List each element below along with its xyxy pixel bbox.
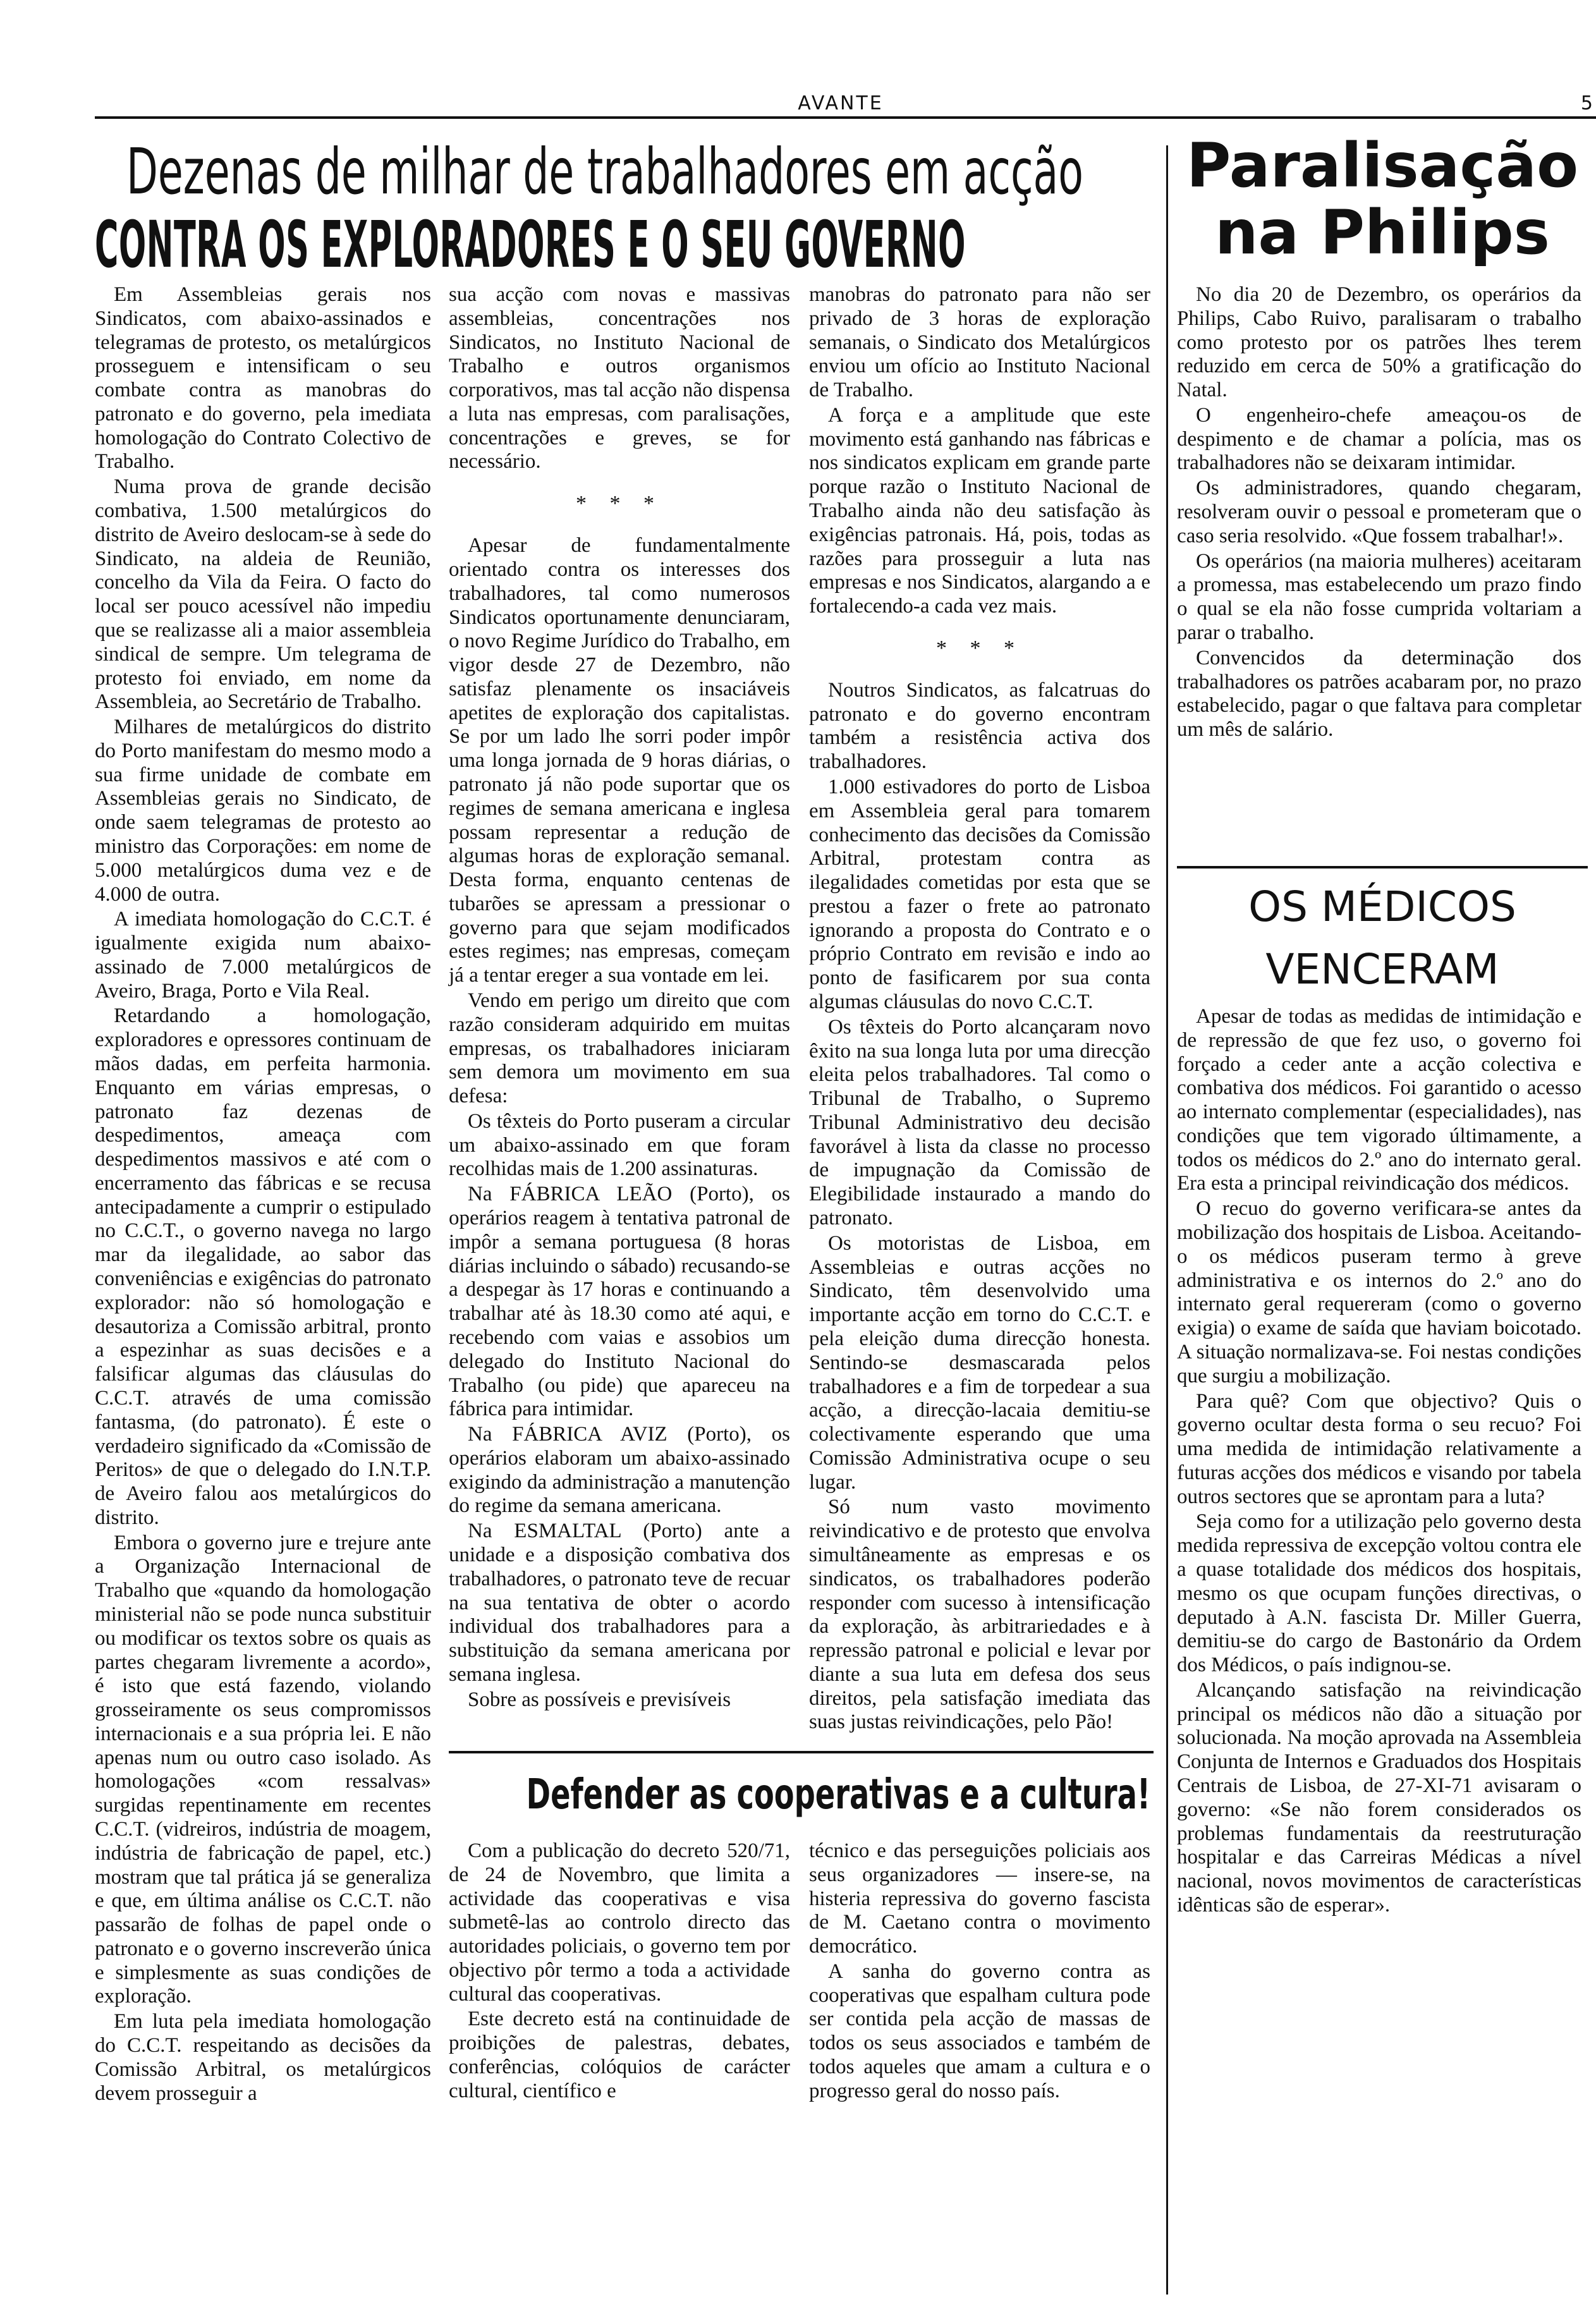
paragraph: Milhares de metalúrgicos do distrito do Porto manifestam do mesmo modo a sua firme unidade de combate em Assembleias gerais no Sindicato, de onde saem telegramas de protesto ao ministro das Corporações: em nome de 5.000 metalúrgicos duma vez e de 4.000 de outra. [95, 716, 431, 906]
paragraph: Na FÁBRICA LEÃO (Porto), os operários reagem à tentativa patronal de impôr a semana portuguesa (8 horas diárias incluindo o sábado) recusando-se a despegar às 17 horas e continuando a trabalhar até às 18.30 como até aqui, e recebendo com vaias e assobios um delegado do Instituto Nacional do Trabalho (ou pide) que apareceu na fábrica para intimidar. [449, 1183, 790, 1421]
paragraph: Apesar de fundamentalmente orientado contra os interesses dos trabalhadores, tal como numerosos Sindicatos oportunamente denunciaram, o novo Regime Jurídico do Trabalho, em vigor desde 27 de Dezembro, não satisfaz plenamente os insaciáveis apetites de exploração dos capitalistas. Se por um lado lhe sorri poder impôr uma longa jornada de 9 horas diárias, o patronato já não pode suportar que os regimes de semana americana e inglesa possam representar a redução de algumas horas de exploração semanal. Desta forma, enquanto centenas de tubarões se apressam a pressionar o governo para que sejam modificados estes regimes; nas empresas, começam já a tentar ereger a sua vontade em lei. [449, 534, 790, 987]
paragraph: Os têxteis do Porto alcançaram novo êxito na sua longa luta por uma direcção eleita pelos trabalhadores. Tal como o Tribunal de Trabalho, o Supremo Tribunal Administrativo deu decisão favorável à lista da classe no processo de impugnação da Comissão de Elegibilidade instaurado a mando do patronato. [809, 1015, 1150, 1230]
medicos-headline [1177, 875, 1588, 1001]
paragraph: Só num vasto movimento reivindicativo e de protesto que envolva simultâneamente as empresas e os sindicatos, os trabalhadores poderão responder com sucesso à intensificação da exploração, às arbitrariedades e à repressão patronal e policial e levar por diante a sua luta em defesa dos seus direitos, pela satisfação imediata das suas justas reivindicações, pelo Pão! [809, 1496, 1150, 1734]
paragraph: Noutros Sindicatos, as falcatruas do patronato e do governo encontram também a resistência activa dos trabalhadores. [809, 678, 1150, 774]
coop-headline: Defender as cooperativas e a cultura! [526, 1770, 1150, 1819]
coop-article-col1 [449, 1839, 790, 2295]
paragraph: Na ESMALTAL (Porto) ante a unidade e a disposição combativa dos trabalhadores, o patronato teve de recuar na sua tentativa de obter o acordo individual dos trabalhadores para a substituição da semana americana por semana inglesa. [449, 1520, 790, 1686]
paragraph: Vendo em perigo um direito que com razão consideram adquirido em muitas empresas, os trabalhadores iniciaram sem demora um movimento em sua defesa: [449, 989, 790, 1108]
philips-headline [1177, 130, 1588, 268]
paragraph: A força e a amplitude que este movimento está ganhando nas fábricas e nos sindicatos explicam em grande parte porque razão o Instituto Nacional de Trabalho ainda não deu satisfação às exigências patronais. Há, pois, todas as razões para prosseguir a luta nas empresas e nos Sindicatos, alargando a e fortalecendo-a cada vez mais. [809, 403, 1150, 618]
medicos-top-rule [1177, 866, 1588, 868]
paragraph: Retardando a homologação, exploradores e opressores continuam de mãos dadas, em perfeita harmonia. Enquanto em várias empresas, o patronato faz dezenas de despedimentos, ameaça com despedimentos massivos e até com o encerramento das fábricas e se recusa antecipadamente a cumprir o estipulado no C.C.T., o governo navega no largo mar da ilegalidade, ao sabor das conveniências e exigências do patronato explorador: não só homologação e desautoriza a Comissão arbitral, pronto a espezinhar as suas decisões e a falsificar algumas das cláusulas do C.C.T. através de uma comissão fantasma, (do patronato). É este o verdadeiro significado da «Comissão de Peritos» de que o delegado do I.N.T.P. de Aveiro falou aos metalúrgicos do distrito. [95, 1004, 431, 1529]
paragraph: Seja como for a utilização pelo governo desta medida repressiva de excepção voltou contra ele a quase totalidade dos médicos dos hospitais, mesmo os que ocupam funções directivas, o deputado à A.N. fascista Dr. Miller Guerra, demitiu-se do cargo de Bastonário da Ordem dos Médicos, o país indignou-se. [1177, 1510, 1581, 1677]
paragraph: técnico e das perseguições policiais aos seus organizadores — insere-se, na histeria repressiva do governo fascista de M. Caetano contra o movimento democrático. [809, 1839, 1150, 1958]
paragraph: Os administradores, quando chegaram, resolveram ouvir o pessoal e prometeram que o caso seria resolvido. «Que fossem trabalhar!». [1177, 477, 1581, 547]
philips-headline-line1: Paralisação [1186, 130, 1579, 201]
paragraph: Embora o governo jure e trejure ante a Organização Internacional de Trabalho que «quando da homologação ministerial não se pode nunca substituir ou modificar os textos sobre os quais as partes chegaram livremente a acordo», é isto que está fazendo, violando grosseiramente os seus compromissos internacionais e a sua própria lei. E não apenas num ou outro caso isolado. As homologações «com ressalvas» surgidas repentinamente em recentes C.C.T. (vidreiros, indústria de moagem, indústria de fabricação de papel, etc.) mostram que tal prática já se generaliza e que, em última análise os C.C.T. não passarão de folhas de papel onde o patronato e o governo inscreverão única e simplesmente as suas condições de exploração. [95, 1531, 431, 2008]
masthead [95, 92, 1593, 118]
sidebar-divider [1166, 145, 1168, 2295]
paragraph: Apesar de todas as medidas de intimidação e de repressão de que fez uso, o governo foi forçado a ceder ante a acção colectiva e combativa dos médicos. Foi garantido o acesso ao internato complementar (especialidades), nas condições que tem vigorado últimamente, a todos os médicos do 2.º ano do internato geral. Era esta a principal reivindicação dos médicos. [1177, 1005, 1581, 1195]
paragraph: No dia 20 de Dezembro, os operários da Philips, Cabo Ruivo, paralisaram o trabalho como protesto por os patrões lhes terem reduzido em cerca de 50% a gratificação do Natal. [1177, 283, 1581, 402]
paragraph: Alcançando satisfação na reivindicação principal os médicos não dão a situação por solucionada. Na moção aprovada na Assembleia Conjunta de Internos e Graduados dos Hospitais Centrais de Lisboa, de 27-XI-71 avisaram o governo: «Se não forem considerados os problemas fundamentais da reestruturação hospitalar e das Carreiras Médicas a nível nacional, novos movimentos de características idênticas são de esperar». [1177, 1678, 1581, 1917]
paragraph: Para quê? Com que objectivo? Quis o governo ocultar desta forma o seu recuo? Foi uma medida de intimidação relativamente a futuras acções dos médicos e visando por tabela outros sectores que se aprontam para a luta? [1177, 1389, 1581, 1508]
paragraph: Os operários (na maioria mulheres) aceitaram a promessa, mas estabelecendo um prazo findo o qual se ela não fosse cumprida voltariam a parar o trabalho. [1177, 549, 1581, 644]
paragraph: 1.000 estivadores do porto de Lisboa em Assembleia geral para tomarem conhecimento das decisões da Comissão Arbitral, protestam contra as ilegalidades cometidas por esta que se prestou a fazer o frete ao patronato ignorando a proposta do Contrato e o próprio Contrato em revisão e indo ao ponto de fasificarem por sua conta algumas cláusulas do novo C.C.T. [809, 775, 1150, 1014]
paragraph: Na FÁBRICA AVIZ (Porto), os operários elaboram um abaixo-assinado exigindo da administração a manutenção do regime da semana americana. [449, 1423, 790, 1518]
masthead-rule [95, 116, 1596, 119]
main-article-col2 [449, 283, 790, 1737]
paragraph: Este decreto está na continuidade de proibições de palestras, debates, conferências, colóquios de carácter cultural, científico e [449, 2008, 790, 2102]
paragraph: O recuo do governo verificara-se antes da mobilização dos hospitais de Lisboa. Aceitando-o os médicos puseram termo à greve administrativa e os internos do 2.º ano do internato geral requereram (como o governo exigia) o exame de saída que haviam boicotado. A situação normalizava-se. Foi nestas condições que surgiu a mobilização. [1177, 1197, 1581, 1387]
paragraph: Em Assembleias gerais nos Sindicatos, com abaixo-assinados e telegramas de protesto, os metalúrgicos prosseguem e intensificam o seu combate contra as manobras do patronato e do governo, pela imediata homologação do Contrato Colectivo de Trabalho. [95, 283, 431, 473]
philips-article-body [1177, 283, 1581, 852]
separator-stars: * * * [576, 492, 663, 516]
paragraph: Os têxteis do Porto puseram a circular um abaixo-assinado em que foram recolhidas mais de 1.200 assinaturas. [449, 1109, 790, 1181]
paragraph: Os motoristas de Lisboa, em Assembleias e outras acções no Sindicato, têm desenvolvido uma importante acção em torno do C.C.T. e pela eleição duma direcção honesta. Sentindo-se desmascarada pelos trabalhadores e a fim de torpedear a sua acção, a direcção-lacaia demitiu-se colectivamente esperando que uma Comissão Administrativa ocupe o seu lugar. [809, 1231, 1150, 1494]
coop-article-col2 [809, 1839, 1150, 2295]
paragraph: O engenheiro-chefe ameaçou-os de despimento e de chamar a polícia, mas os trabalhadores não se deixaram intimidar. [1177, 403, 1581, 475]
coop-top-rule [449, 1751, 1154, 1753]
medicos-headline-line2: VENCERAM [1265, 945, 1499, 994]
paragraph: manobras do patronato para não ser privado de 3 horas de exploração semanais, o Sindicato dos Metalúrgicos enviou um ofício ao Instituto Nacional de Trabalho. [809, 283, 1150, 402]
paragraph: Numa prova de grande decisão combativa, 1.500 metalúrgicos do distrito de Aveiro deslocam-se à sede do Sindicato, na aldeia de Reunião, concelho da Vila da Feira. O facto do local ser pouco acessível não impediu que se realizasse ali a maior assembleia sindical de sempre. Um telegrama de protesto foi enviado, em nome da Assembleia, ao Secretário de Trabalho. [95, 475, 431, 714]
paragraph: sua acção com novas e massivas assembleias, concentrações nos Sindicatos, no Instituto Nacional de Trabalho e outros organismos corporativos, mas tal acção não dispensa a luta nas empresas, com paralisações, concentrações e greves, se for necessário. [449, 283, 790, 473]
main-article-col1 [95, 283, 431, 2287]
main-headline-line2: CONTRA OS EXPLORADORES E O SEU GOVERNO [95, 207, 966, 283]
separator-stars: * * * [936, 636, 1023, 660]
page-number: 5 [1580, 92, 1593, 114]
paragraph: Convencidos da determinação dos trabalhadores os patrões acabaram por, no prazo estabelecido, pagar o que faltava para completar um mês de salário. [1177, 646, 1581, 741]
paragraph: Em luta pela imediata homologação do C.C.T. respeitando as decisões da Comissão Arbitral, os metalúrgicos devem prosseguir a [95, 2010, 431, 2105]
paragraph: A sanha do governo contra as cooperativas que espalham cultura pode ser contida pela acção de massas de todos os seus associados e também de todos aqueles que amam a cultura e o progresso geral do nosso país. [809, 1959, 1150, 2102]
philips-headline-line2: na Philips [1215, 197, 1550, 268]
medicos-headline-line1: OS MÉDICOS [1248, 882, 1516, 931]
main-headline-line1: Dezenas de milhar de trabalhadores em acção [126, 135, 1083, 209]
paragraph: A imediata homologação do C.C.T. é igualmente exigida num abaixo-assinado de 7.000 metalúrgicos de Aveiro, Braga, Porto e Vila Real. [95, 908, 431, 1003]
main-article-col3 [809, 283, 1150, 1743]
newspaper-name: AVANTE [798, 92, 884, 114]
paragraph: Com a publicação do decreto 520/71, de 24 de Novembro, que limita a actividade das cooperativas e visa submetê-las ao controlo directo das autoridades policiais, o governo tem por objectivo pôr termo a toda a actividade cultural das cooperativas. [449, 1839, 790, 2006]
paragraph: Sobre as possíveis e previsíveis [468, 1688, 731, 1711]
medicos-article-body [1177, 1005, 1581, 2295]
